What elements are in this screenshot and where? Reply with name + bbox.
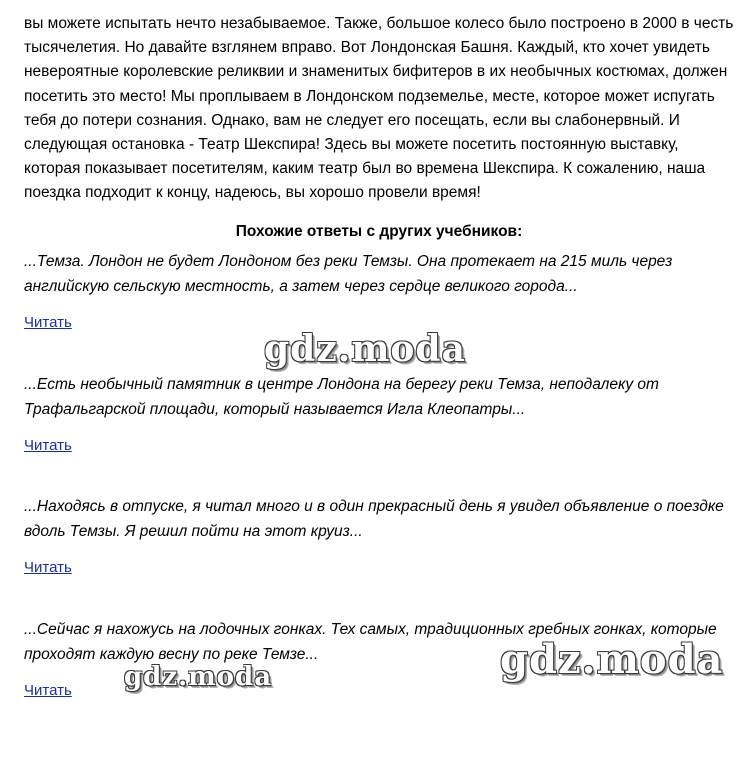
- answer-excerpt: ...Сейчас я нахожусь на лодочных гонках. Тех самых, традиционных гребных гонках, которые проходят каждую весну по реке Темзе...: [24, 621, 717, 663]
- read-link[interactable]: Читать: [24, 437, 72, 454]
- similar-answer-item: [24, 373, 734, 455]
- similar-answer-item: [24, 495, 734, 577]
- watermark: gdz.moda: [264, 328, 466, 370]
- similar-answer-item: [24, 250, 734, 332]
- answer-excerpt: ...Темза. Лондон не будет Лондоном без реки Темзы. Она протекает на 215 миль через английскую сельскую местность, а затем через сердце великого города...: [24, 253, 673, 295]
- similar-answer-item: [24, 618, 734, 700]
- read-link[interactable]: Читать: [24, 559, 72, 576]
- answer-excerpt: ...Есть необычный памятник в центре Лондона на берегу реки Темза, неподалеку от Трафальгарской площади, который называется Игла Клеопатры...: [24, 376, 659, 418]
- intro-paragraph: вы можете испытать нечто незабываемое. Также, большое колесо было построено в 2000 в честь тысячелетия. Но давайте взглянем вправо. Вот Лондонская Башня. Каждый, кто хочет увидеть невероятные королевские реликвии и знаменитых бифитеров в их необычных костюмах, должен посетить это место! Мы проплываем в Лондонском подземелье, месте, которое может испугать тебя до потери сознания. Однако, вам не следует его посещать, если вы слабонервный. И следующая остановка - Театр Шекспира! Здесь вы можете посетить постоянную выставку, которая показывает посетителям, каким театр был во времена Шекспира. К сожалению, наша поездка подходит к концу, надеюсь, вы хорошо провели время!: [24, 15, 734, 202]
- watermark: gdz.moda: [500, 636, 724, 683]
- read-link[interactable]: Читать: [24, 314, 72, 331]
- watermark: gdz.moda: [124, 662, 273, 692]
- answer-excerpt: ...Находясь в отпуске, я читал много и в один прекрасный день я увидел объявление о поездке вдоль Темзы. Я решил пойти на этот круиз...: [24, 498, 724, 540]
- similar-answers-heading: Похожие ответы с других учебников:: [235, 222, 523, 240]
- read-link[interactable]: Читать: [24, 682, 72, 699]
